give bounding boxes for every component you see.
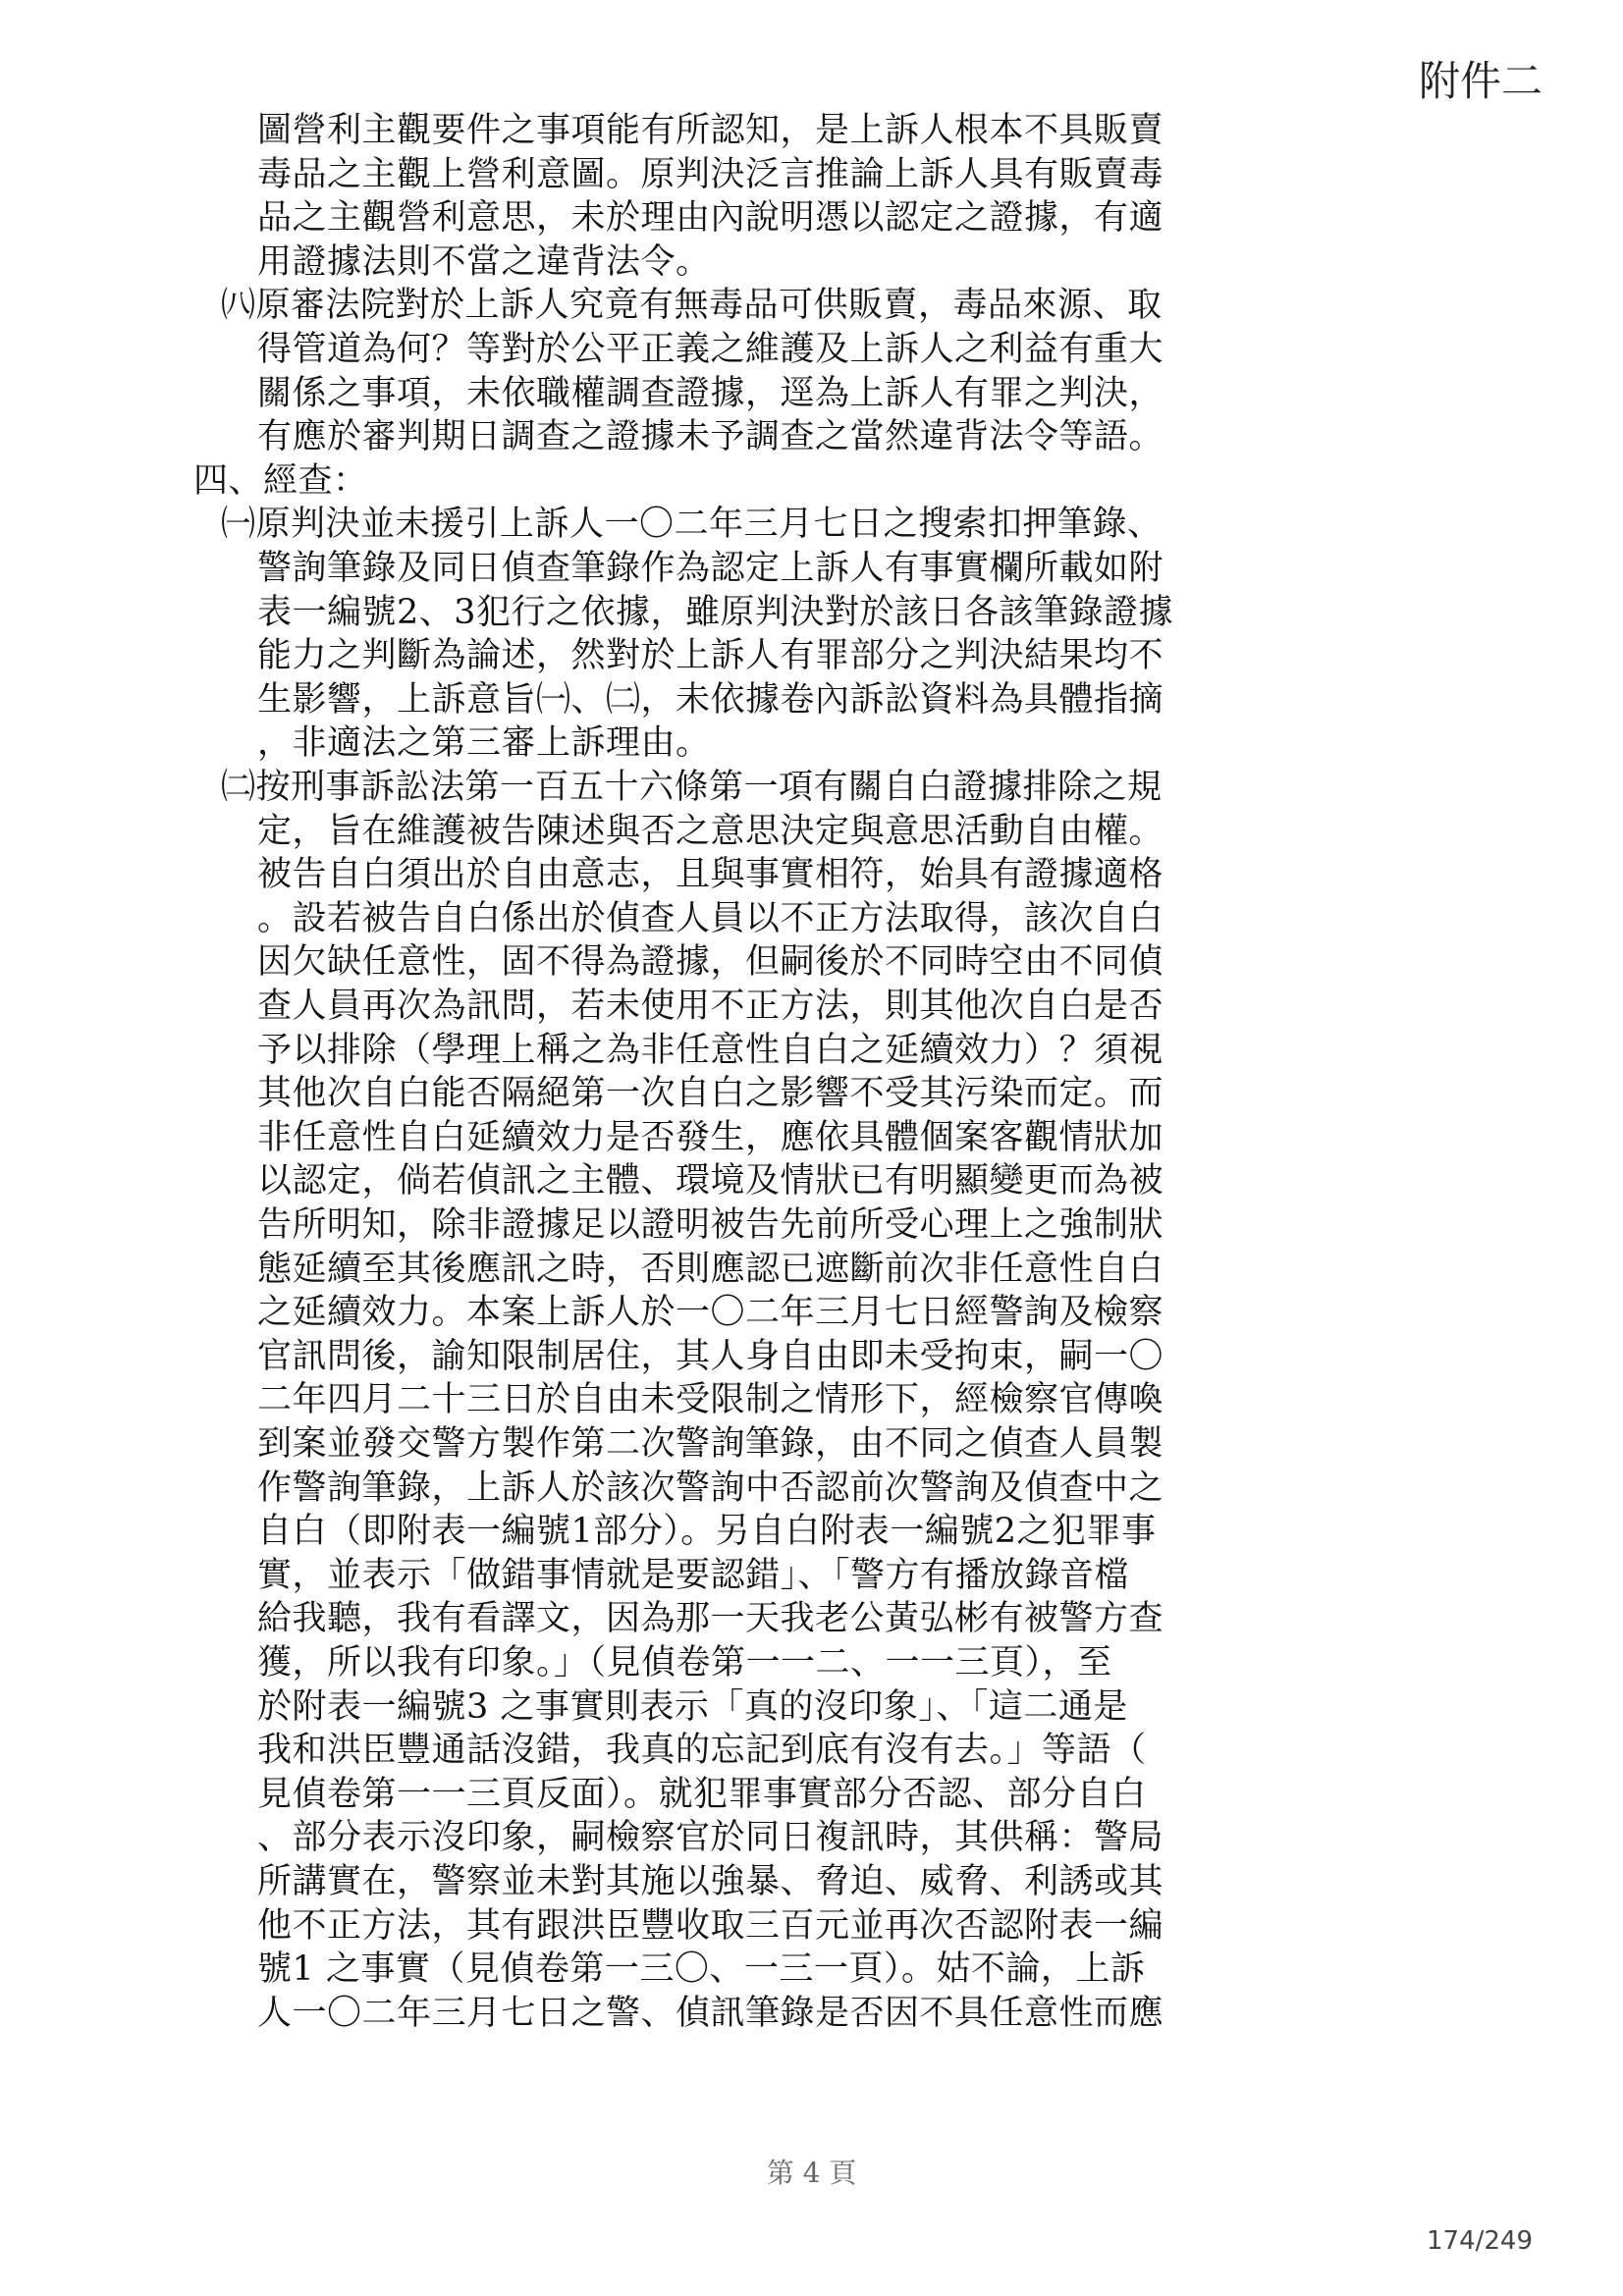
page-number: 第 4 頁 <box>766 2157 857 2189</box>
text-line: 、部分表示沒印象，嗣檢察官於同日複訊時，其供稱：警局 <box>257 1818 1164 1858</box>
text-line: 他不正方法，其有跟洪臣豐收取三百元並再次否認附表一編 <box>257 1905 1164 1946</box>
text-line: 得管道為何？等對於公平正義之維護及上訴人之利益有重大 <box>257 330 1164 369</box>
text-line: 查人員再次為訊問，若未使用不正方法，則其他次自白是否 <box>257 987 1164 1026</box>
text-line: 表一編號2、3犯行之依據，雖原判決對於該日各該筆錄證據 <box>257 592 1174 632</box>
text-line: ，非適法之第三審上訴理由。 <box>257 723 711 764</box>
text-line: 非任意性自白延續效力是否發生，應依具體個案客觀情狀加 <box>257 1117 1164 1157</box>
text-line: 以認定，倘若偵訊之主體、環境及情狀已有明顯變更而為被 <box>257 1161 1164 1201</box>
text-line: ㈡按刑事訴訟法第一百五十六條第一項有關自白證據排除之規 <box>221 768 1163 807</box>
text-line: 。設若被告自白係出於偵查人員以不正方法取得，該次自白 <box>257 898 1164 938</box>
text-line: 於附表一編號3 之事實則表示「真的沒印象」、「這二通是 <box>257 1686 1128 1727</box>
text-line: 定，旨在維護被告陳述與否之意思決定與意思活動自由權。 <box>257 811 1164 851</box>
text-line: 生影響，上訴意旨㈠、㈡，未依據卷內訴訟資料為具體指摘 <box>257 679 1164 720</box>
text-line: 之延續效力。本案上訴人於一〇二年三月七日經警詢及檢察 <box>257 1293 1164 1333</box>
text-line: 警詢筆錄及同日偵查筆錄作為認定上訴人有事實欄所載如附 <box>257 549 1164 588</box>
text-line: 獲，所以我有印象。」（見偵卷第一一二、一一三頁），至 <box>257 1643 1112 1682</box>
text-line: 給我聽，我有看譯文，因為那一天我老公黃弘彬有被警方查 <box>257 1599 1164 1639</box>
text-line: ㈧原審法院對於上訴人究竟有無毒品可供販賣，毒品來源、取 <box>221 286 1163 326</box>
text-line: 能力之判斷為論述，然對於上訴人有罪部分之判決結果均不 <box>257 636 1164 676</box>
text-line: 品之主觀營利意思，未於理由內說明憑以認定之證據，有適 <box>257 198 1164 239</box>
text-line: 其他次自白能否隔絕第一次自白之影響不受其污染而定。而 <box>257 1074 1164 1114</box>
text-line: 人一〇二年三月七日之警、偵訊筆錄是否因不具任意性而應 <box>257 1993 1164 2033</box>
text-line: 用證據法則不當之違背法令。 <box>257 241 711 282</box>
text-line: 作警詢筆錄，上訴人於該次警詢中否認前次警詢及偵查中之 <box>257 1468 1164 1508</box>
text-line: 到案並發交警方製作第二次警詢筆錄，由不同之偵查人員製 <box>257 1424 1164 1464</box>
text-line: 圖營利主觀要件之事項能有所認知，是上訴人根本不具販賣 <box>257 111 1164 150</box>
text-line: 二年四月二十三日於自由未受限制之情形下，經檢察官傳喚 <box>257 1380 1164 1420</box>
text-line: 號1 之事實（見偵卷第一三〇、一三一頁）。姑不論，上訴 <box>257 1949 1146 1990</box>
text-line: 實，並表示「做錯事情就是要認錯」、「警方有播放錄音檔 <box>257 1555 1130 1595</box>
text-line: 毒品之主觀上營利意圖。原判決泛言推論上訴人具有販賣毒 <box>257 154 1164 194</box>
text-line: 被告自白須出於自由意志，且與事實相符，始具有證據適格 <box>257 855 1164 895</box>
text-line: ㈠原判決並未援引上訴人一〇二年三月七日之搜索扣押筆錄、 <box>221 505 1163 545</box>
text-line: 見偵卷第一一三頁反面）。就犯罪事實部分否認、部分自白 <box>257 1774 1147 1814</box>
text-line: 予以排除（學理上稱之為非任意性自白之延續效力）？須視 <box>257 1030 1164 1070</box>
text-line: 我和洪臣豐通話沒錯，我真的忘記到底有沒有去。」等語（ <box>257 1731 1147 1771</box>
attachment-label: 附件二 <box>1418 57 1542 105</box>
text-line: 自白（即附表一編號1部分）。另自白附表一編號2之犯罪事 <box>257 1512 1157 1552</box>
text-line: 四、經查： <box>193 460 368 501</box>
text-line: 所講實在，警察並未對其施以強暴、脅迫、威脅、利誘或其 <box>257 1862 1164 1901</box>
text-line: 告所明知，除非證據足以證明被告先前所受心理上之強制狀 <box>257 1205 1164 1245</box>
text-line: 關係之事項，未依職權調查證據，逕為上訴人有罪之判決， <box>257 373 1164 413</box>
text-line: 態延續至其後應訊之時，否則應認已遮斷前次非任意性自白 <box>257 1249 1164 1289</box>
text-line: 官訊問後，諭知限制居住，其人身自由即未受拘束，嗣一〇 <box>257 1336 1164 1376</box>
page-count: 174/249 <box>1426 2226 1533 2256</box>
text-line: 因欠缺任意性，固不得為證據，但嗣後於不同時空由不同偵 <box>257 942 1164 983</box>
text-line: 有應於審判期日調查之證據未予調查之當然違背法令等語。 <box>257 417 1164 457</box>
